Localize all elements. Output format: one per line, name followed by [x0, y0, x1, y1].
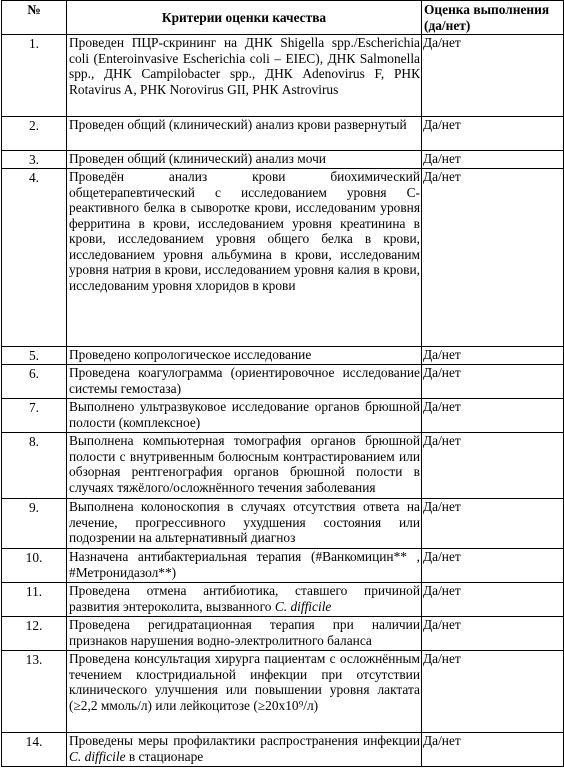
row-criterion: Выполнена компьютерная томография органов брюшной полости с внутривенным болюсным контрастированием или обзорная рентгенография органов брюшной полости в случаях тяжёлого/осложнённого течения заболевания [67, 433, 422, 499]
row-number: 13. [2, 651, 67, 733]
row-result: Да/нет [422, 733, 564, 767]
row-result: Да/нет [422, 549, 564, 583]
row-number: 5. [2, 347, 67, 365]
header-result: Оценка выполнения (да/нет) [422, 1, 564, 35]
row-number: 4. [2, 169, 67, 347]
row-number: 8. [2, 433, 67, 499]
row-criterion: Проведено копрологическое исследование [67, 347, 422, 365]
header-number: № [2, 1, 67, 35]
row-result: Да/нет [422, 347, 564, 365]
table-row [2, 117, 564, 151]
row-result: Да/нет [422, 117, 564, 151]
row-result: Да/нет [422, 35, 564, 117]
table-row [2, 169, 564, 347]
table-row [2, 549, 564, 583]
row-criterion: Проведена консультация хирурга пациентам с осложнённым течением клостридиальной инфекции при отсутствии клинического улучшения или повышении уровня лактата (≥2,2 ммоль/л) или лейкоцитозе (≥20х10⁹/л) [67, 651, 422, 733]
table-row [2, 433, 564, 499]
row-criterion: Выполнена колоноскопия в случаях отсутствия ответа на лечение, прогрессивного ухудшения состояния или подозрении на альтернативный диагноз [67, 499, 422, 549]
criterion-italic: C. difficile [274, 598, 332, 614]
row-criterion: Проведена регидратационная терапия при наличии признаков нарушения водно-электролитного баланса [67, 617, 422, 651]
table-row [2, 347, 564, 365]
row-result: Да/нет [422, 499, 564, 549]
header-criteria: Критерии оценки качества [67, 1, 422, 35]
row-number: 10. [2, 549, 67, 583]
table-row [2, 617, 564, 651]
row-criterion: Проведен общий (клинический) анализ мочи [67, 151, 422, 169]
row-result: Да/нет [422, 651, 564, 733]
row-criterion: Назначена антибактериальная терапия (#Ванкомицин** , #Метронидазол**) [67, 549, 422, 583]
row-number: 6. [2, 365, 67, 399]
criterion-text: Проведены меры профилактики распространения инфекции [69, 733, 420, 748]
row-criterion [67, 583, 422, 617]
row-result: Да/нет [422, 365, 564, 399]
table-row [2, 365, 564, 399]
row-number: 7. [2, 399, 67, 433]
row-result: Да/нет [422, 433, 564, 499]
table-row [2, 399, 564, 433]
row-number: 2. [2, 117, 67, 151]
row-result: Да/нет [422, 617, 564, 651]
table-row [2, 499, 564, 549]
row-number: 12. [2, 617, 67, 651]
row-criterion: Проведен общий (клинический) анализ крови развернутый [67, 117, 422, 151]
table-row [2, 35, 564, 117]
row-result: Да/нет [422, 583, 564, 617]
row-result: Да/нет [422, 169, 564, 347]
row-result: Да/нет [422, 151, 564, 169]
row-number: 3. [2, 151, 67, 169]
table-row [2, 733, 564, 767]
table-header-row [2, 1, 564, 35]
quality-criteria-table [1, 0, 564, 767]
row-criterion: Проведен ПЦР-скрининг на ДНК Shigella spp./Escherichia coli (Enteroinvasive Escherichia coli – EIEC), ДНК Salmonella spp., ДНК Campilobacter spp., ДНК Adenovirus F, РНК Rotavirus A, РНК Norovirus GII, РНК Astrovirus [67, 35, 422, 117]
row-number: 9. [2, 499, 67, 549]
row-result: Да/нет [422, 399, 564, 433]
table-row [2, 651, 564, 733]
row-number: 14. [2, 733, 67, 767]
row-criterion: Выполнено ультразвуковое исследование органов брюшной полости (комплексное) [67, 399, 422, 433]
row-number: 1. [2, 35, 67, 117]
row-criterion [67, 733, 422, 767]
criterion-text-end: в стационаре [125, 748, 204, 764]
row-number: 11. [2, 583, 67, 617]
row-criterion: Проведена коагулограмма (ориентировочное исследование системы гемостаза) [67, 365, 422, 399]
criterion-text: Проведена отмена антибиотика, ставшего причиной развития энтероколита, вызванного [69, 583, 420, 614]
table-row [2, 151, 564, 169]
table-row [2, 583, 564, 617]
criterion-italic: C. difficile [69, 748, 126, 764]
row-criterion: Проведён анализ крови биохимический общетерапевтический с исследованием уровня С-реактивного белка в сыворотке крови, исследованим уровня ферритина в крови, исследованием уровня креатинина в крови, исследованием уровня общего белка в крови, исследованием уровня альбумина в крови, исследованим уровня натрия в крови, исследованием уровня калия в крови, исследованим уровня хлоридов в крови [67, 169, 422, 347]
